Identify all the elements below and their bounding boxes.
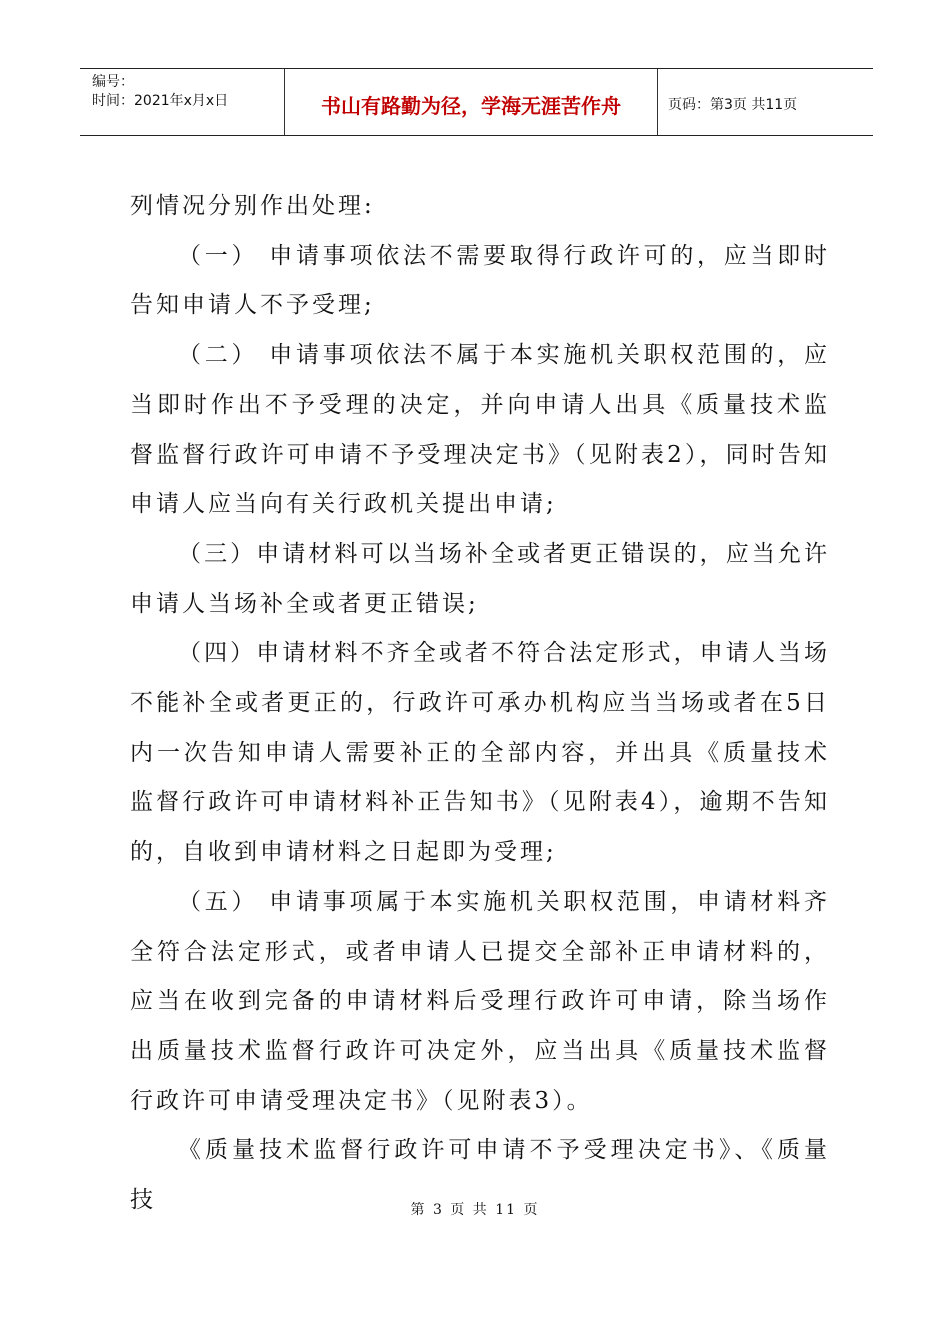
page-footer: 第 3 页 共 11 页 <box>410 1202 540 1218</box>
body-paragraph-3: （三）申请材料可以当场补全或者更正错误的，应当允许申请人当场补全或者更正错误; <box>130 540 830 617</box>
body-paragraph-5: （五） 申请事项属于本实施机关职权范围，申请材料齐全符合法定形式，或者申请人已提交全部补正申请材料的，应当在收到完备的申请材料后受理行政许可申请，除当场作出质量技术监督行政许可决定外，应当出具《质量技术监督行政许可申请受理决定书》（见附表3）。 <box>130 888 830 1114</box>
document-time-label: 时间：2021年x月x日 <box>92 93 229 109</box>
header-meta <box>80 69 285 135</box>
header-page-code: 页码：第3页 共11页 <box>668 97 798 113</box>
body-paragraph-0: 列情况分别作出处理: <box>130 193 375 219</box>
header-motto: 书山有路勤为径，学海无涯苦作舟 <box>285 69 658 135</box>
body-paragraph-6: 《质量技术监督行政许可申请不予受理决定书》、《质量技 <box>130 1137 830 1214</box>
page-header <box>80 68 873 136</box>
document-number-label: 编号： <box>92 74 134 90</box>
body-paragraph-1: （一） 申请事项依法不需要取得行政许可的，应当即时告知申请人不予受理; <box>130 242 830 319</box>
document-body <box>130 182 830 1226</box>
body-paragraph-2: （二） 申请事项依法不属于本实施机关职权范围的，应当即时作出不予受理的决定，并向申请人出具《质量技术监督监督行政许可申请不予受理决定书》（见附表2），同时告知申请人应当向有关行政机关提出申请; <box>130 342 830 518</box>
body-paragraph-4: （四）申请材料不齐全或者不符合法定形式，申请人当场不能补全或者更正的，行政许可承办机构应当当场或者在5日内一次告知申请人需要补正的全部内容，并出具《质量技术监督行政许可申请材料补正告知书》（见附表4），逾期不告知的，自收到申请材料之日起即为受理; <box>130 640 830 866</box>
